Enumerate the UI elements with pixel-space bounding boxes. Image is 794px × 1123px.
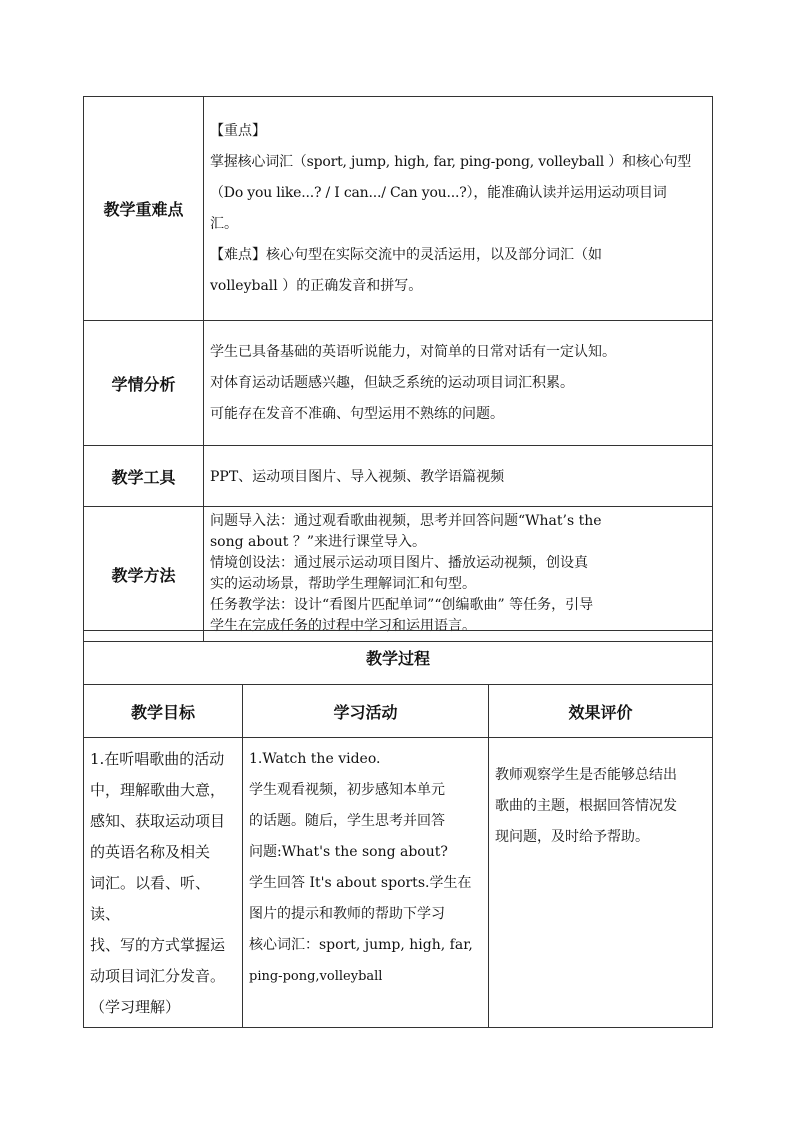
text-line: 图片的提示和教师的帮助下学习	[249, 906, 445, 922]
text-line: 【难点】核心句型在实际交流中的灵活运用，以及部分词汇（如	[210, 246, 602, 263]
row-label-learner-analysis: 学情分析	[84, 321, 204, 446]
activity-cell	[243, 738, 489, 1028]
text-line: 学生观看视频，初步感知本单元	[249, 782, 445, 798]
column-header-activity: 学习活动	[243, 685, 489, 738]
text-line: 学生已具备基础的英语听说能力，对简单的日常对话有一定认知。	[210, 343, 616, 360]
text-line: 可能存在发音不准确、句型运用不熟练的问题。	[210, 405, 504, 422]
table-row	[84, 321, 713, 446]
text-line: 对体育运动话题感兴趣，但缺乏系统的运动项目词汇积累。	[210, 374, 574, 391]
text-line: 汇。	[210, 215, 238, 232]
column-header-evaluation: 效果评价	[489, 685, 713, 738]
text-line: 学生回答 It's about sports.学生在	[249, 875, 472, 891]
text-line: 情境创设法：通过展示运动项目图片、播放运动视频，创设真	[210, 555, 588, 571]
table-row	[84, 685, 713, 738]
table-row	[84, 738, 713, 1028]
text-line: 词汇。以看、听、读、	[90, 874, 211, 923]
text-line: 问题导入法：通过观看歌曲视频，思考并回答问题“What’s the	[210, 513, 602, 529]
text-line: 1.Watch the video.	[249, 751, 381, 767]
text-line: 歌曲的主题，根据回答情况发	[495, 798, 677, 814]
row-label-teaching-tools: 教学工具	[84, 446, 204, 507]
text-line: 的英语名称及相关	[90, 843, 211, 861]
text-line: volleyball ）的正确发音和拼写。	[210, 277, 423, 294]
text-line: 任务教学法：设计“看图片匹配单词”“创编歌曲” 等任务，引导	[210, 597, 594, 613]
teaching-methods-content	[204, 507, 713, 642]
learner-analysis-content	[204, 321, 713, 446]
text-line: PPT、运动项目图片、导入视频、教学语篇视频	[210, 469, 505, 485]
table-row	[84, 446, 713, 507]
text-line: 动项目词汇分发音。	[90, 967, 226, 985]
objective-cell	[84, 738, 243, 1028]
text-line: song about ？”来进行课堂导入。	[210, 534, 427, 550]
evaluation-cell	[489, 738, 713, 1028]
text-line: 的话题。随后，学生思考并回答	[249, 813, 445, 829]
text-line: ping-pong,volleyball	[249, 969, 383, 984]
row-label-key-difficulty: 教学重难点	[84, 97, 204, 321]
column-header-objective: 教学目标	[84, 685, 243, 738]
text-line: 【重点】	[210, 122, 266, 139]
table-row	[84, 631, 713, 685]
text-line: 核心词汇：sport, jump, high, far,	[249, 937, 473, 953]
teaching-process-table	[83, 630, 713, 1028]
text-line: 教师观察学生是否能够总结出	[495, 767, 677, 783]
teaching-tools-content	[204, 446, 713, 507]
table-row	[84, 507, 713, 642]
text-line: 中，理解歌曲大意，	[90, 781, 226, 799]
text-line: 找、写的方式掌握运	[90, 936, 226, 954]
text-line: （Do you like...? / I can.../ Can you...?），能准确认读并运用运动项目词	[210, 184, 667, 201]
text-line: 实的运动场景，帮助学生理解词汇和句型。	[210, 576, 476, 592]
text-line: 掌握核心词汇（sport, jump, high, far, ping-pong, volleyball ）和核心句型	[210, 153, 692, 170]
row-label-teaching-methods: 教学方法	[84, 507, 204, 642]
text-line: （学习理解）	[90, 998, 181, 1016]
text-line: 1.在听唱歌曲的活动	[90, 750, 225, 768]
process-title: 教学过程	[84, 631, 713, 685]
text-line: 学生在完成任务的过程中学习和运用语言。	[210, 618, 476, 634]
table-row	[84, 97, 713, 321]
key-difficulty-content	[204, 97, 713, 321]
text-line: 问题:What's the song about?	[249, 844, 448, 860]
teaching-plan-table	[83, 96, 713, 642]
text-line: 感知、获取运动项目	[90, 812, 226, 830]
text-line: 现问题，及时给予帮助。	[495, 829, 649, 845]
